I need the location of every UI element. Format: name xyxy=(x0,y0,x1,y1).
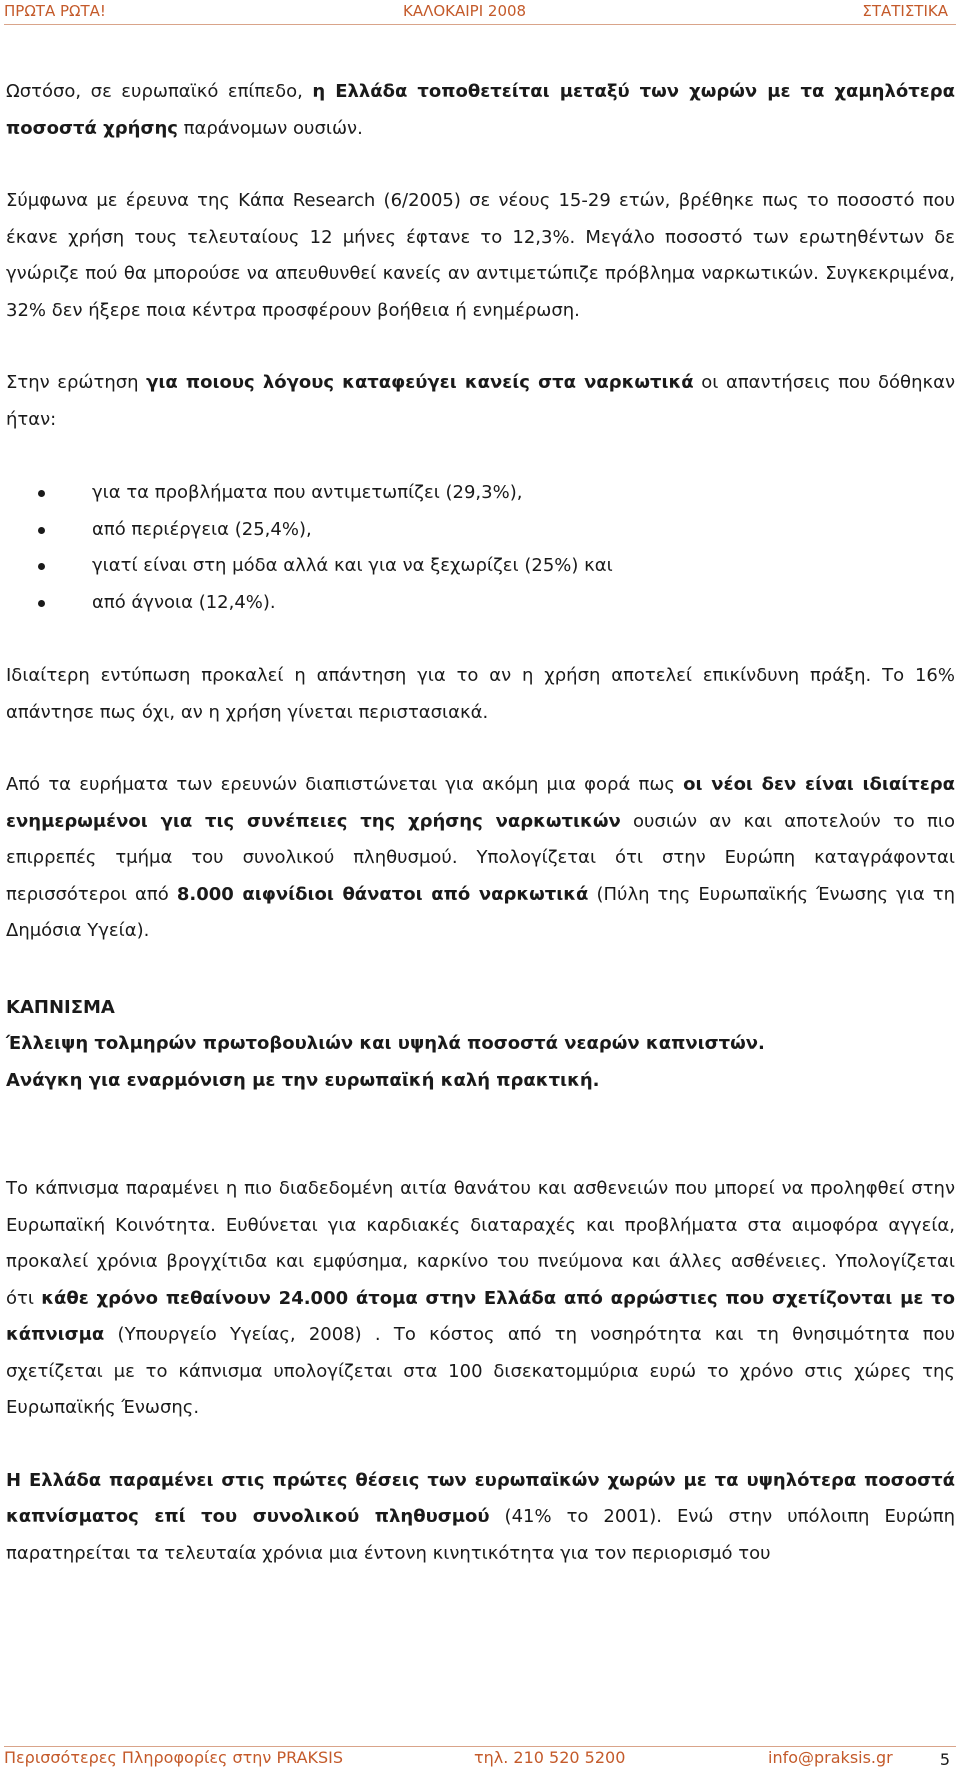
page-header xyxy=(0,0,960,26)
text: Το κάπνισμα παραμένει η πιο διαδεδομένη αιτία θανάτου και ασθενειών που μπορεί να προληφθεί στην Ευρωπαϊκή Κοινότητα. Ευθύνεται για καρδιακές διαταραχές και προβλήματα στα αιμοφόρα αγγεία, προκαλεί χρόνια βρογχίτιδα και εμφύσημα, καρκίνο του πνεύμονα και άλλες ασθένειες. Υπολογίζεται ότι xyxy=(6,1178,955,1309)
bullet-icon xyxy=(38,600,45,607)
answers-list xyxy=(6,475,955,621)
text: (Υπουργείο Υγείας, 2008) . Το κόστος από τη νοσηρότητα και τη θνησιμότητα που σχετίζεται με το κάπνισμα υπολογίζεται στα 100 δισεκατομμύρια ευρώ το χρόνο στις χώρες της Ευρωπαϊκής Ένωσης. xyxy=(6,1324,955,1418)
header-divider xyxy=(4,24,956,25)
paragraph-question xyxy=(6,365,955,438)
list-item-text: από περιέργεια (25,4%), xyxy=(92,518,312,540)
text: Στην ερώτηση xyxy=(6,372,147,393)
text: οι απαντήσεις που δόθηκαν ήταν: xyxy=(6,372,956,430)
footer-phone: τηλ. 210 520 5200 xyxy=(474,1748,626,1767)
list-item xyxy=(38,585,955,622)
text: (Πύλη της Ευρωπαϊκής Ένωσης για τη Δημόσια Υγεία). xyxy=(6,883,955,941)
emphasis: η Ελλάδα τοποθετείται μεταξύ των χωρών με τα χαμηλότερα ποσοστά χρήσης xyxy=(6,81,955,139)
list-item-text: γιατί είναι στη μόδα αλλά και για να ξεχωρίζει (25%) και xyxy=(92,555,613,576)
paragraph-kapa-research: Σύμφωνα με έρευνα της Κάπα Research (6/2005) σε νέους 15-29 ετών, βρέθηκε πως το ποσοστό που έκανε χρήση τους τελευταίους 12 μήνες έφτανε το 12,3%. Μεγάλο ποσοστό των ερωτηθέντων δε γνώριζε πού θα μπορούσε να απευθυνθεί κανείς αν αντιμετώπιζε πρόβλημα ναρκωτικών. Συγκεκριμένα, 32% δεν ήξερε ποια κέντρα προσφέρουν βοήθεια ή ενημέρωση. xyxy=(6,190,955,321)
bullet-icon xyxy=(38,563,45,570)
text: Από τα ευρήματα των ερευνών διαπιστώνεται για ακόμη μια φορά πως xyxy=(6,774,684,795)
paragraph-smoking-impact xyxy=(6,1171,955,1427)
list-item-text: από άγνοια (12,4%). xyxy=(92,591,276,613)
header-topic-label: ΣΤΑΤΙΣΤΙΚΑ xyxy=(862,2,948,20)
footer-email[interactable]: info@praksis.gr xyxy=(768,1748,893,1767)
header-period-label: ΚΑΛΟΚΑΙΡΙ 2008 xyxy=(403,2,527,20)
footer-info: Περισσότερες Πληροφορίες στην PRAKSIS xyxy=(4,1748,344,1767)
section-spacer xyxy=(6,1099,955,1171)
paragraph-greece-smoking xyxy=(6,1463,955,1573)
text: παράνομων ουσιών. xyxy=(177,117,363,139)
emphasis: κάθε χρόνο πεθαίνουν 24.000 άτομα στην Ελλάδα από αρρώστιες που σχετίζονται με το κάπνισμα xyxy=(6,1287,955,1345)
header-section-label: ΠΡΩΤΑ ΡΩΤΑ! xyxy=(4,2,106,20)
section-subtitle: Έλλειψη τολμηρών πρωτοβουλιών και υψηλά ποσοστά νεαρών καπνιστών. xyxy=(6,1033,765,1054)
list-item xyxy=(38,548,955,585)
text: (41% το 2001). Ενώ στην υπόλοιπη Ευρώπη παρατηρείται τα τελευταία χρόνια μια έντονη κινητικότητα για τον περιορισμό του xyxy=(6,1506,955,1564)
text: ουσιών αν και αποτελούν το πιο επιρρεπές τμήμα του συνολικού πληθυσμού. Υπολογίζεται ότι στην Ευρώπη καταγράφονται περισσότεροι από xyxy=(6,810,955,905)
emphasis: οι νέοι δεν είναι ιδιαίτερα ενημερωμένοι για τις συνέπειες της χρήσης ναρκωτικών xyxy=(6,774,955,832)
footer-divider xyxy=(4,1746,956,1747)
page-footer xyxy=(0,1744,960,1769)
bullet-icon xyxy=(38,527,45,534)
section-title: ΚΑΠΝΙΣΜΑ xyxy=(6,996,115,1018)
text: Ωστόσο, σε ευρωπαϊκό επίπεδο, xyxy=(6,81,313,102)
list-item xyxy=(38,475,955,512)
bullet-icon xyxy=(38,490,45,497)
emphasis: 8.000 αιφνίδιοι θάνατοι από ναρκωτικά xyxy=(176,883,589,905)
section-subtitle: Ανάγκη για εναρμόνιση με την ευρωπαϊκή καλή πρακτική. xyxy=(6,1069,600,1091)
paragraph-europe-context xyxy=(6,74,955,147)
paragraph-findings xyxy=(6,767,955,950)
emphasis: Η Ελλάδα παραμένει στις πρώτες θέσεις των ευρωπαϊκών χωρών με τα υψηλότερα ποσοστά καπνίσματος επί του συνολικού πληθυσμού xyxy=(6,1469,955,1527)
page-number: 5 xyxy=(939,1750,950,1769)
list-item xyxy=(38,512,955,549)
document-body xyxy=(6,74,955,1608)
paragraph-risk-perception: Ιδιαίτερη εντύπωση προκαλεί η απάντηση για το αν η χρήση αποτελεί επικίνδυνη πράξη. Το 16% απάντησε πως όχι, αν η χρήση γίνεται περιστασιακά. xyxy=(6,665,955,723)
list-item-text: για τα προβλήματα που αντιμετωπίζει (29,3%), xyxy=(92,482,523,503)
emphasis: για ποιους λόγους καταφεύγει κανείς στα ναρκωτικά xyxy=(146,372,694,393)
